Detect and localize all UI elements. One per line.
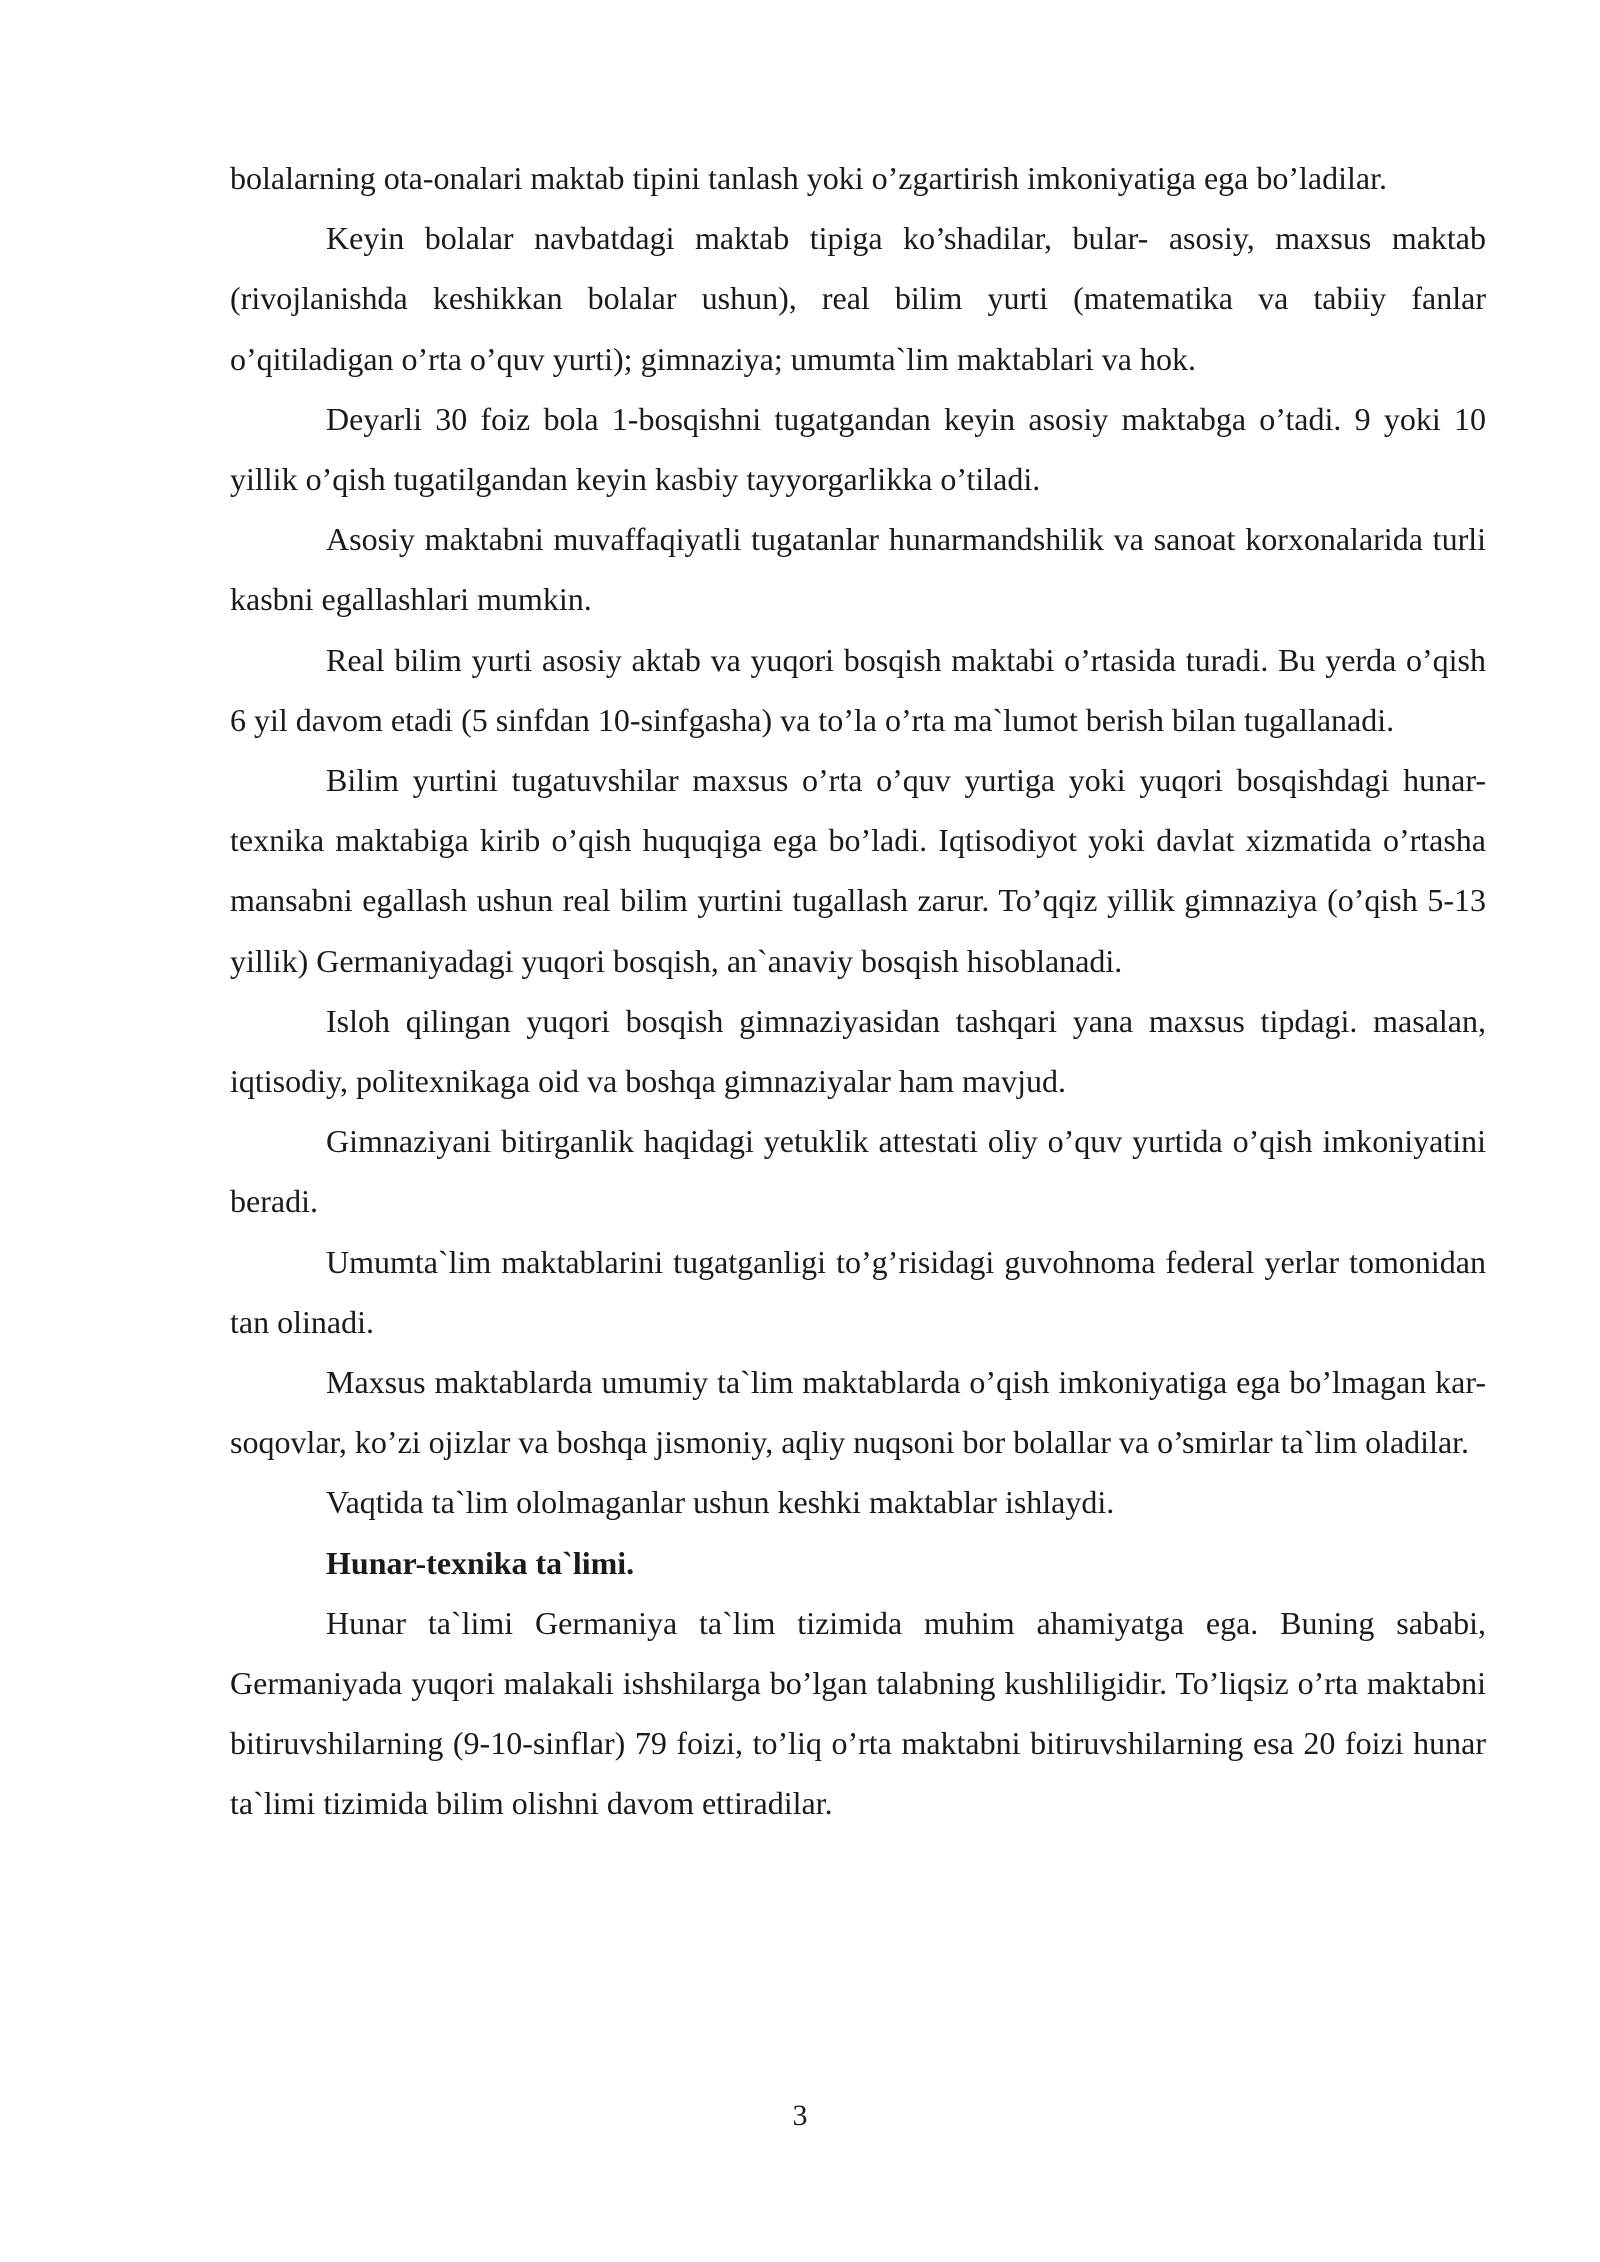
paragraph-reformed-gymnasium: Isloh qilingan yuqori bosqish gimnaziyasidan tashqari yana maxsus tipdagi. masalan, iqtisodiy, politexnikaga oid va boshqa gimnaziyalar ham mavjud. bbox=[230, 1002, 1486, 1100]
paragraph-school-types: Keyin bolalar navbatdagi maktab tipiga ko’shadilar, bular- asosiy, maxsus maktab (rivojlanishda keshikkan bolalar ushun), real bilim yurti (matematika va tabiiy fanlar o’qitiladigan o’rta o’quv yurti); gimnaziya; umumta`lim maktablari va hok. bbox=[230, 220, 1486, 377]
paragraph-special-schools: Maxsus maktablarda umumiy ta`lim maktablarda o’qish imkoniyatiga ega bo’lmagan kar-soqovlar, ko’zi ojizlar va boshqa jismoniy, aqliy nuqsoni bor bolallar va o’smirlar ta`lim oladilar. bbox=[230, 1364, 1486, 1461]
body-text bbox=[230, 148, 1486, 1834]
section-heading: Hunar-texnika ta`limi. bbox=[326, 1544, 635, 1581]
paragraph-main-school-graduates: Asosiy maktabni muvaffaqiyatli tugatanlar hunarmandshilik va sanoat korxonalarida turli kasbni egallashlari mumkin. bbox=[230, 521, 1486, 618]
paragraph-real-school: Real bilim yurti asosiy aktab va yuqori bosqish maktabi o’rtasida turadi. Bu yerda o’qish 6 yil davom etadi (5 sinfdan 10-sinfgasha) va to’la o’rta ma`lumot berish bilan tugallanadi. bbox=[230, 641, 1486, 738]
paragraph-real-school-graduates: Bilim yurtini tugatuvshilar maxsus o’rta o’quv yurtiga yoki yuqori bosqishdagi hunar-texnika maktabiga kirib o’qish huquqiga ega bo’ladi. Iqtisodiyot yoki davlat xizmatida o’rtasha mansabni egallash ushun real bilim yurtini tugallash zarur. To’qqiz yillik gimnaziya (o’qish 5-13 yillik) Germaniyadagi yuqori bosqish, an`anaviy bosqish hisoblanadi. bbox=[230, 762, 1486, 979]
paragraph-continuation: bolalarning ota-onalari maktab tipini tanlash yoki o’zgartirish imkoniyatiga ega bo’ladilar. bbox=[230, 160, 1387, 196]
paragraph-evening-schools: Vaqtida ta`lim ololmaganlar ushun keshki maktablar ishlaydi. bbox=[326, 1484, 1115, 1521]
paragraph-vocational-education: Hunar ta`limi Germaniya ta`lim tizimida muhim ahamiyatga ega. Buning sababi, Germaniyada yuqori malakali ishshilarga bo’lgan talabning kushliligidir. To’liqsiz o’rta maktabni bitiruvshilarning (9-10-sinflar) 79 foizi, to’liq o’rta maktabni bitiruvshilarning esa 20 foizi hunar ta`limi tizimida bilim olishni davom ettiradilar. bbox=[230, 1604, 1486, 1822]
paragraph-main-school: Deyarli 30 foiz bola 1-bosqishni tugatgandan keyin asosiy maktabga o’tadi. 9 yoki 10 yillik o’qish tugatilgandan keyin kasbiy tayyorgarlikka o’tiladi. bbox=[230, 400, 1486, 498]
paragraph-certificate: Umumta`lim maktablarini tugatganligi to’g’risidagi guvohnoma federal yerlar tomonidan tan olinadi. bbox=[230, 1243, 1486, 1340]
page-number: 3 bbox=[792, 2099, 808, 2132]
paragraph-gymnasium-attestation: Gimnaziyani bitirganlik haqidagi yetuklik attestati oliy o’quv yurtida o’qish imkoniyatini beradi. bbox=[230, 1123, 1486, 1220]
